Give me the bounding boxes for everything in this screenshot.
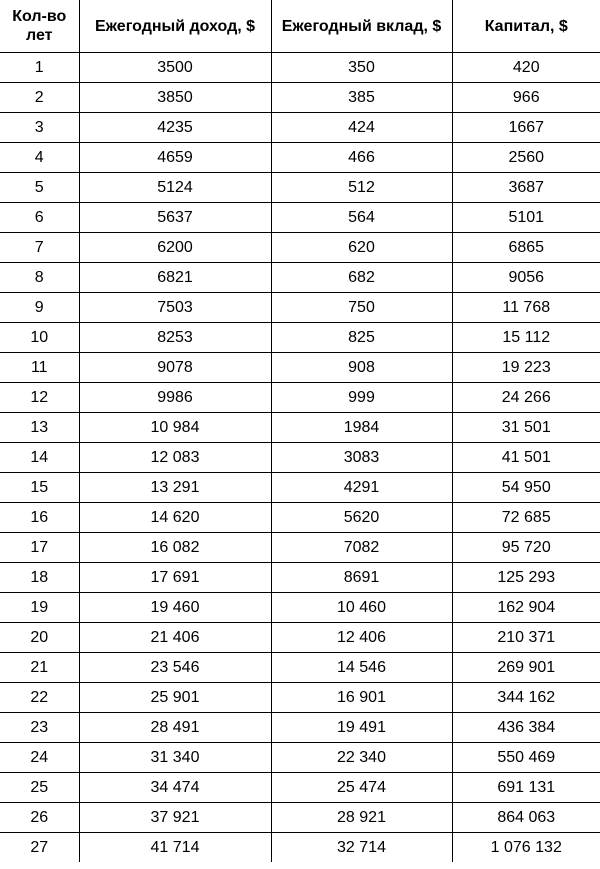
cell-capital: 436 384 (452, 713, 600, 743)
cell-annual-income: 37 921 (79, 803, 271, 833)
cell-capital: 5101 (452, 203, 600, 233)
cell-years: 24 (0, 743, 79, 773)
cell-annual-income: 41 714 (79, 833, 271, 863)
table-row (0, 683, 600, 713)
cell-annual-deposit: 512 (271, 173, 452, 203)
cell-annual-deposit: 5620 (271, 503, 452, 533)
cell-capital: 2560 (452, 143, 600, 173)
header-capital: Капитал, $ (452, 0, 600, 53)
cell-capital: 3687 (452, 173, 600, 203)
cell-capital: 864 063 (452, 803, 600, 833)
cell-annual-deposit: 682 (271, 263, 452, 293)
cell-capital: 24 266 (452, 383, 600, 413)
cell-capital: 966 (452, 83, 600, 113)
cell-years: 6 (0, 203, 79, 233)
cell-annual-income: 25 901 (79, 683, 271, 713)
cell-years: 18 (0, 563, 79, 593)
table-row (0, 773, 600, 803)
cell-years: 22 (0, 683, 79, 713)
cell-annual-income: 14 620 (79, 503, 271, 533)
cell-years: 10 (0, 323, 79, 353)
cell-annual-deposit: 10 460 (271, 593, 452, 623)
cell-years: 14 (0, 443, 79, 473)
cell-capital: 72 685 (452, 503, 600, 533)
cell-years: 15 (0, 473, 79, 503)
cell-annual-deposit: 750 (271, 293, 452, 323)
table-row (0, 443, 600, 473)
cell-annual-income: 9986 (79, 383, 271, 413)
cell-annual-deposit: 385 (271, 83, 452, 113)
cell-annual-deposit: 22 340 (271, 743, 452, 773)
cell-annual-deposit: 908 (271, 353, 452, 383)
cell-annual-deposit: 424 (271, 113, 452, 143)
table-row (0, 473, 600, 503)
cell-annual-income: 16 082 (79, 533, 271, 563)
table-row (0, 323, 600, 353)
cell-capital: 31 501 (452, 413, 600, 443)
table-header (0, 0, 600, 53)
cell-annual-deposit: 8691 (271, 563, 452, 593)
cell-annual-deposit: 4291 (271, 473, 452, 503)
cell-annual-deposit: 564 (271, 203, 452, 233)
cell-annual-income: 10 984 (79, 413, 271, 443)
table-row (0, 53, 600, 83)
cell-annual-deposit: 28 921 (271, 803, 452, 833)
cell-annual-deposit: 32 714 (271, 833, 452, 863)
cell-capital: 54 950 (452, 473, 600, 503)
table-row (0, 233, 600, 263)
table-row (0, 203, 600, 233)
table-row (0, 743, 600, 773)
cell-annual-income: 7503 (79, 293, 271, 323)
cell-annual-income: 6200 (79, 233, 271, 263)
cell-years: 17 (0, 533, 79, 563)
cell-annual-income: 17 691 (79, 563, 271, 593)
table-row (0, 83, 600, 113)
table-row (0, 113, 600, 143)
cell-annual-income: 19 460 (79, 593, 271, 623)
table-row (0, 413, 600, 443)
cell-annual-deposit: 12 406 (271, 623, 452, 653)
table-row (0, 353, 600, 383)
table-row (0, 563, 600, 593)
cell-annual-deposit: 350 (271, 53, 452, 83)
table-row (0, 833, 600, 863)
cell-capital: 41 501 (452, 443, 600, 473)
cell-annual-income: 31 340 (79, 743, 271, 773)
table-row (0, 713, 600, 743)
cell-annual-income: 21 406 (79, 623, 271, 653)
cell-capital: 1 076 132 (452, 833, 600, 863)
cell-capital: 210 371 (452, 623, 600, 653)
table-row (0, 533, 600, 563)
table-row (0, 293, 600, 323)
cell-years: 26 (0, 803, 79, 833)
cell-annual-income: 3850 (79, 83, 271, 113)
cell-capital: 344 162 (452, 683, 600, 713)
cell-capital: 691 131 (452, 773, 600, 803)
cell-years: 20 (0, 623, 79, 653)
cell-years: 1 (0, 53, 79, 83)
header-annual-income: Ежегодный доход, $ (79, 0, 271, 53)
table-row (0, 263, 600, 293)
cell-years: 27 (0, 833, 79, 863)
cell-annual-income: 5637 (79, 203, 271, 233)
cell-annual-deposit: 14 546 (271, 653, 452, 683)
table-row (0, 653, 600, 683)
cell-years: 13 (0, 413, 79, 443)
cell-years: 9 (0, 293, 79, 323)
cell-annual-deposit: 466 (271, 143, 452, 173)
cell-annual-income: 23 546 (79, 653, 271, 683)
cell-capital: 269 901 (452, 653, 600, 683)
cell-years: 7 (0, 233, 79, 263)
cell-years: 19 (0, 593, 79, 623)
cell-capital: 95 720 (452, 533, 600, 563)
cell-years: 12 (0, 383, 79, 413)
cell-capital: 15 112 (452, 323, 600, 353)
cell-annual-income: 3500 (79, 53, 271, 83)
table-row (0, 143, 600, 173)
cell-annual-income: 4659 (79, 143, 271, 173)
cell-annual-income: 9078 (79, 353, 271, 383)
cell-annual-income: 4235 (79, 113, 271, 143)
table-body (0, 53, 600, 863)
table-row (0, 383, 600, 413)
cell-annual-deposit: 999 (271, 383, 452, 413)
cell-annual-income: 28 491 (79, 713, 271, 743)
cell-annual-income: 13 291 (79, 473, 271, 503)
cell-years: 8 (0, 263, 79, 293)
cell-annual-income: 6821 (79, 263, 271, 293)
table-row (0, 803, 600, 833)
cell-years: 11 (0, 353, 79, 383)
cell-annual-deposit: 3083 (271, 443, 452, 473)
cell-years: 23 (0, 713, 79, 743)
cell-annual-income: 8253 (79, 323, 271, 353)
table-row (0, 623, 600, 653)
cell-years: 3 (0, 113, 79, 143)
cell-annual-income: 5124 (79, 173, 271, 203)
cell-annual-income: 34 474 (79, 773, 271, 803)
cell-years: 2 (0, 83, 79, 113)
cell-annual-deposit: 825 (271, 323, 452, 353)
header-years: Кол-во лет (0, 0, 79, 53)
cell-annual-deposit: 25 474 (271, 773, 452, 803)
cell-capital: 550 469 (452, 743, 600, 773)
cell-capital: 1667 (452, 113, 600, 143)
cell-annual-deposit: 7082 (271, 533, 452, 563)
cell-capital: 6865 (452, 233, 600, 263)
cell-annual-income: 12 083 (79, 443, 271, 473)
cell-annual-deposit: 620 (271, 233, 452, 263)
cell-years: 5 (0, 173, 79, 203)
cell-years: 4 (0, 143, 79, 173)
cell-capital: 125 293 (452, 563, 600, 593)
table-row (0, 593, 600, 623)
cell-years: 21 (0, 653, 79, 683)
table-row (0, 173, 600, 203)
cell-years: 16 (0, 503, 79, 533)
header-row (0, 0, 600, 53)
cell-years: 25 (0, 773, 79, 803)
cell-annual-deposit: 16 901 (271, 683, 452, 713)
header-annual-deposit: Ежегодный вклад, $ (271, 0, 452, 53)
cell-capital: 162 904 (452, 593, 600, 623)
cell-annual-deposit: 19 491 (271, 713, 452, 743)
table-row (0, 503, 600, 533)
cell-capital: 11 768 (452, 293, 600, 323)
cell-capital: 9056 (452, 263, 600, 293)
cell-capital: 19 223 (452, 353, 600, 383)
cell-capital: 420 (452, 53, 600, 83)
cell-annual-deposit: 1984 (271, 413, 452, 443)
